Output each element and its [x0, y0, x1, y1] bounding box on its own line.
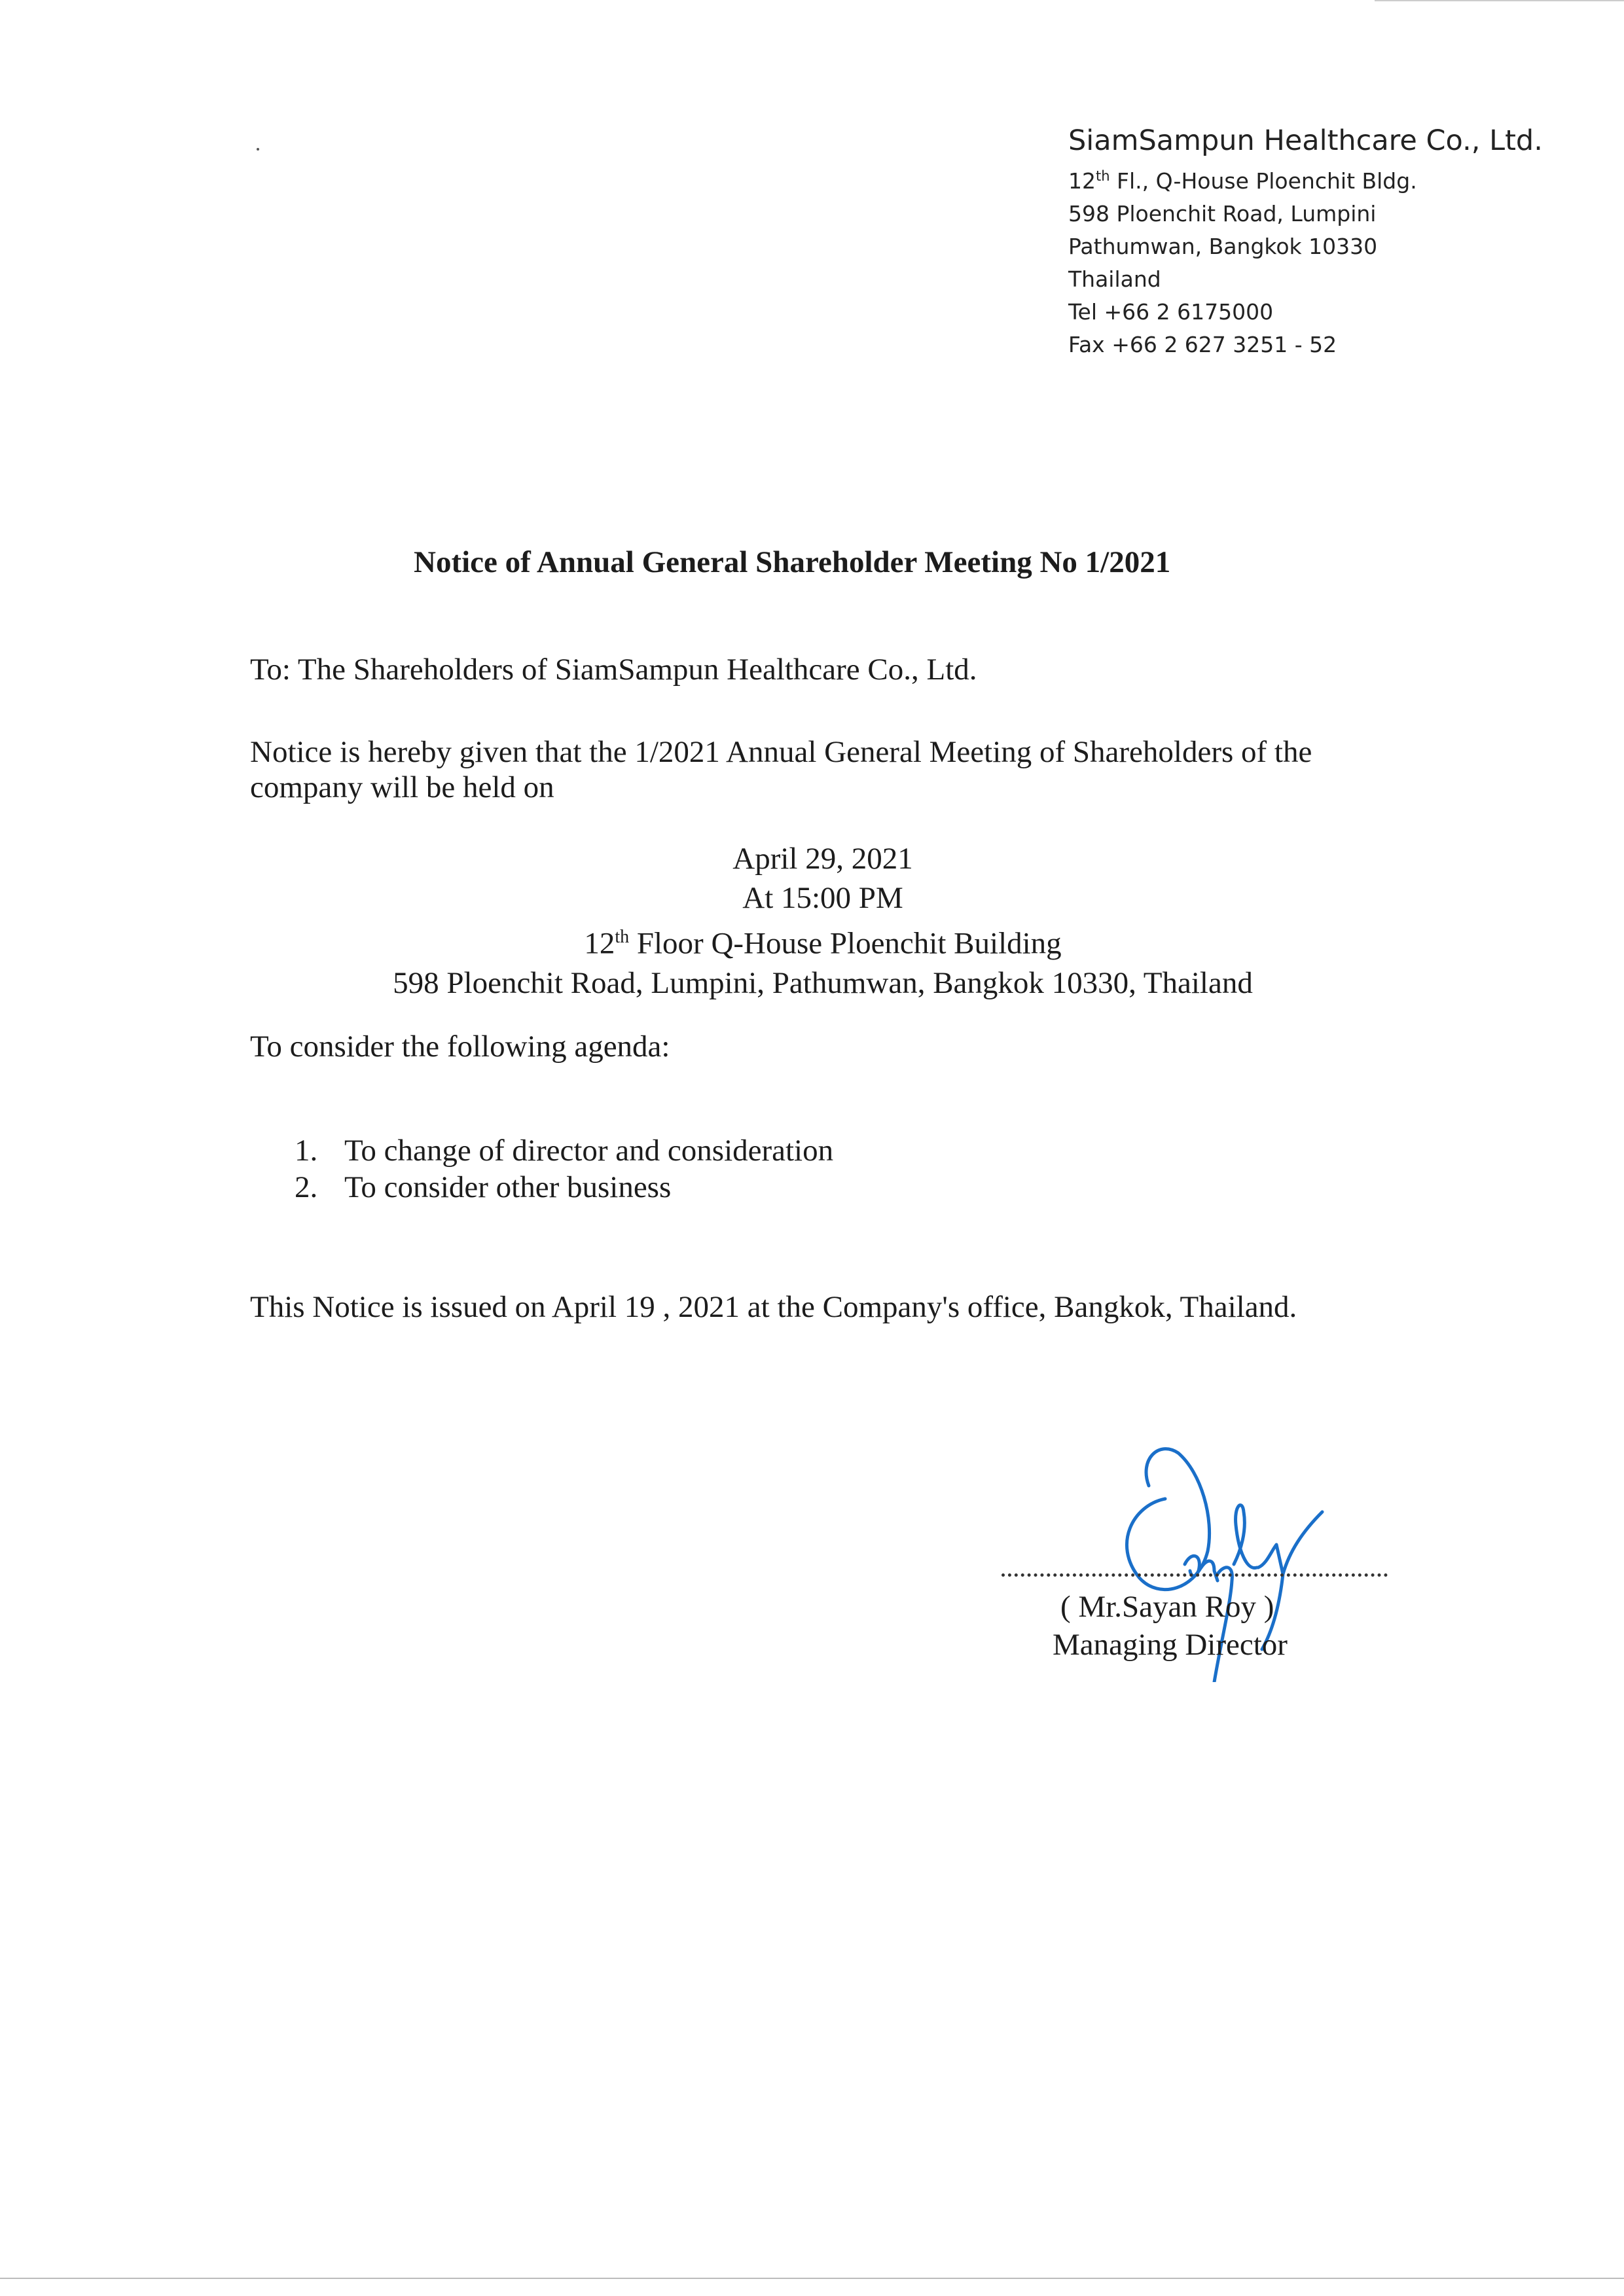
signatory-name: ( Mr.Sayan Roy ): [1060, 1590, 1274, 1624]
notice-title: Notice of Annual General Shareholder Meeting No 1/2021: [414, 545, 1171, 579]
agenda-item: 2. To consider other business: [295, 1170, 672, 1204]
issued-statement: This Notice is issued on April 19 , 2021 at the Company's office, Bangkok, Thailand.: [250, 1290, 1297, 1324]
address-country: Thailand: [1068, 266, 1161, 292]
letterhead: [1068, 122, 1543, 361]
address-district: Pathumwan, Bangkok 10330: [1068, 234, 1378, 259]
meeting-date: April 29, 2021: [732, 842, 913, 876]
signature-block: [995, 1433, 1401, 1682]
notice-paragraph: [250, 734, 1312, 805]
signatory-title: Managing Director: [1053, 1628, 1288, 1662]
meeting-address: 598 Ploenchit Road, Lumpini, Pathumwan, Bangkok 10330, Thailand: [393, 965, 1253, 1000]
meeting-details: [250, 839, 1396, 1003]
scan-speck: [257, 148, 259, 151]
notice-line-1: Notice is hereby given that the 1/2021 Annual General Meeting of Shareholders of the: [250, 735, 1312, 769]
company-name: SiamSampun Healthcare Co., Ltd.: [1068, 124, 1543, 157]
meeting-time: At 15:00 PM: [742, 881, 903, 915]
scan-edge-bottom: [0, 2278, 1624, 2279]
address-floor: 12th Fl., Q-House Ploenchit Bldg.: [1068, 168, 1417, 194]
meeting-venue: 12th Floor Q-House Ploenchit Building: [584, 926, 1062, 961]
telephone: Tel +66 2 6175000: [1068, 299, 1274, 325]
agenda-list: [295, 1132, 833, 1206]
fax: Fax +66 2 627 3251 - 52: [1068, 332, 1337, 357]
signature-line: [1001, 1573, 1388, 1577]
notice-line-2: company will be held on: [250, 770, 554, 804]
to-line: To: The Shareholders of SiamSampun Healthcare Co., Ltd.: [250, 653, 977, 687]
scan-edge-top: [1375, 0, 1624, 1]
agenda-intro: To consider the following agenda:: [250, 1030, 670, 1064]
agenda-item: 1. To change of director and consideration: [295, 1134, 834, 1168]
address-road: 598 Ploenchit Road, Lumpini: [1068, 201, 1377, 226]
